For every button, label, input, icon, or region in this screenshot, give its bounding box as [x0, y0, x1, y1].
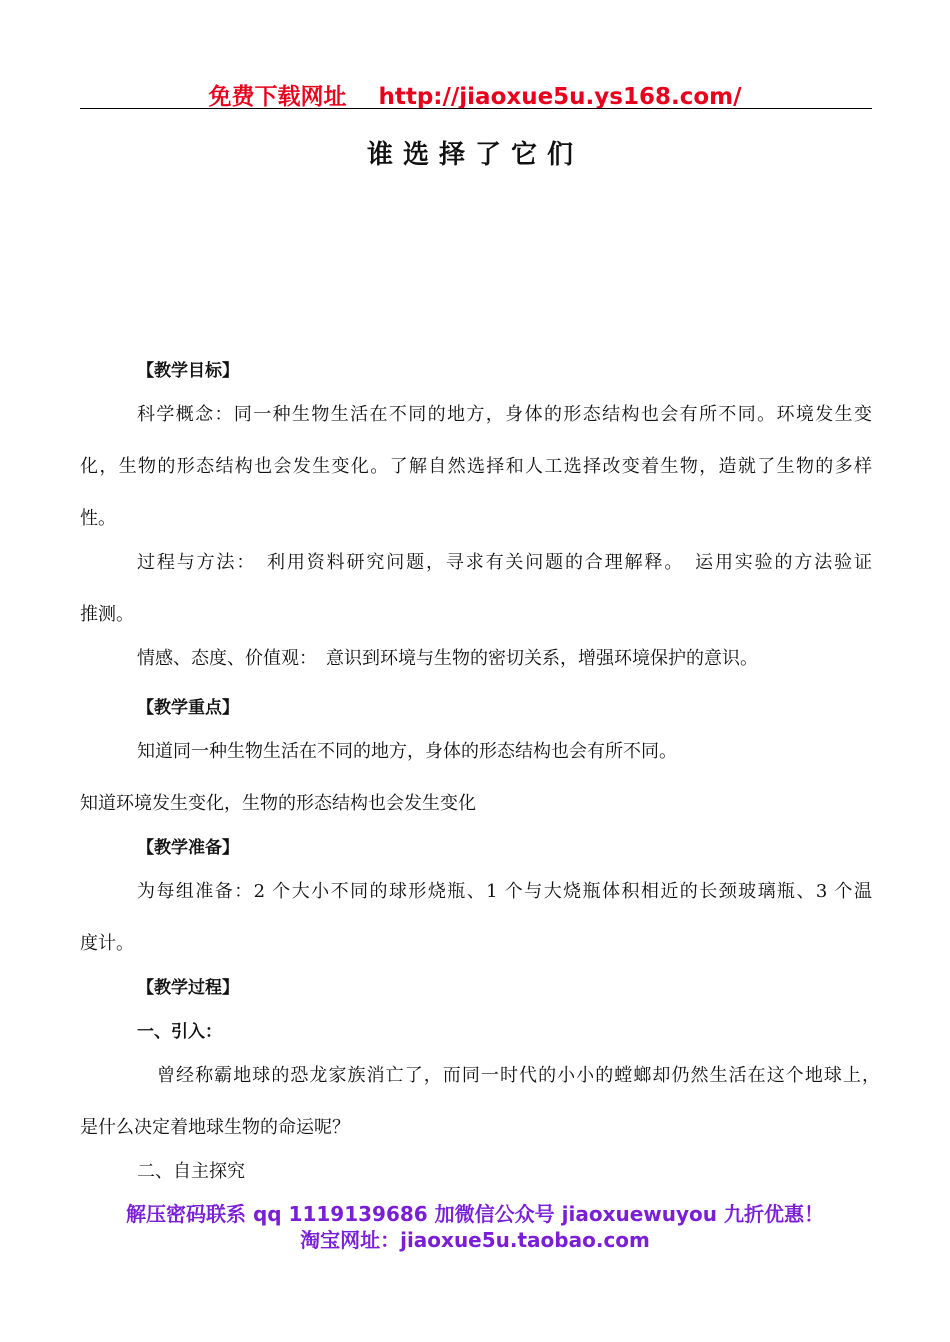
header-label: 免费下载网址	[208, 84, 347, 110]
footer-contact-line: 解压密码联系 qq 1119139686 加微信公众号 jiaoxuewuyou 九折优惠！	[126, 1202, 824, 1226]
intro-paragraph-line-2: 是什么决定着地球生物的命运呢？	[80, 1117, 350, 1138]
goals-paragraph-line-2: 化，生物的形态结构也会发生变化。了解自然选择和人工选择改变着生物，造就了生物的多样	[80, 456, 872, 477]
section-heading-key-points: 【教学重点】	[137, 698, 239, 718]
page-title: 谁选择了它们	[366, 140, 583, 170]
goals-paragraph-line-1: 科学概念：同一种生物生活在不同的地方，身体的形态结构也会有所不同。环境发生变	[137, 404, 872, 425]
preparation-line-2: 度计。	[80, 933, 134, 954]
key-point-line-2: 知道环境发生变化，生物的形态结构也会发生变化	[80, 793, 476, 814]
section-heading-process: 【教学过程】	[137, 978, 239, 998]
footer-shop-link[interactable]: 淘宝网址：jiaoxue5u.taobao.com	[300, 1228, 650, 1252]
step-heading-intro: 一、引入：	[137, 1022, 222, 1042]
intro-paragraph-line-1: 曾经称霸地球的恐龙家族消亡了，而同一时代的小小的螳螂却仍然生活在这个地球上，	[157, 1065, 880, 1086]
preparation-line-1: 为每组准备：2 个大小不同的球形烧瓶、1 个与大烧瓶体积相近的长颈玻璃瓶、3 个温	[137, 881, 872, 902]
step-heading-explore: 二、自主探究	[137, 1161, 245, 1182]
header-download-banner	[0, 78, 950, 111]
key-point-line-1: 知道同一种生物生活在不同的地方，身体的形态结构也会有所不同。	[137, 741, 677, 762]
header-divider	[80, 108, 872, 109]
emotion-paragraph: 情感、态度、价值观： 意识到环境与生物的密切关系，增强环境保护的意识。	[137, 648, 758, 669]
section-heading-goals: 【教学目标】	[137, 361, 239, 381]
section-heading-preparation: 【教学准备】	[137, 838, 239, 858]
method-paragraph-line-2: 推测。	[80, 604, 134, 625]
method-paragraph-line-1: 过程与方法： 利用资料研究问题，寻求有关问题的合理解释。 运用实验的方法验证	[137, 552, 872, 573]
goals-paragraph-line-3: 性。	[80, 508, 116, 529]
header-url-link[interactable]: http://jiaoxue5u.ys168.com/	[378, 84, 742, 110]
